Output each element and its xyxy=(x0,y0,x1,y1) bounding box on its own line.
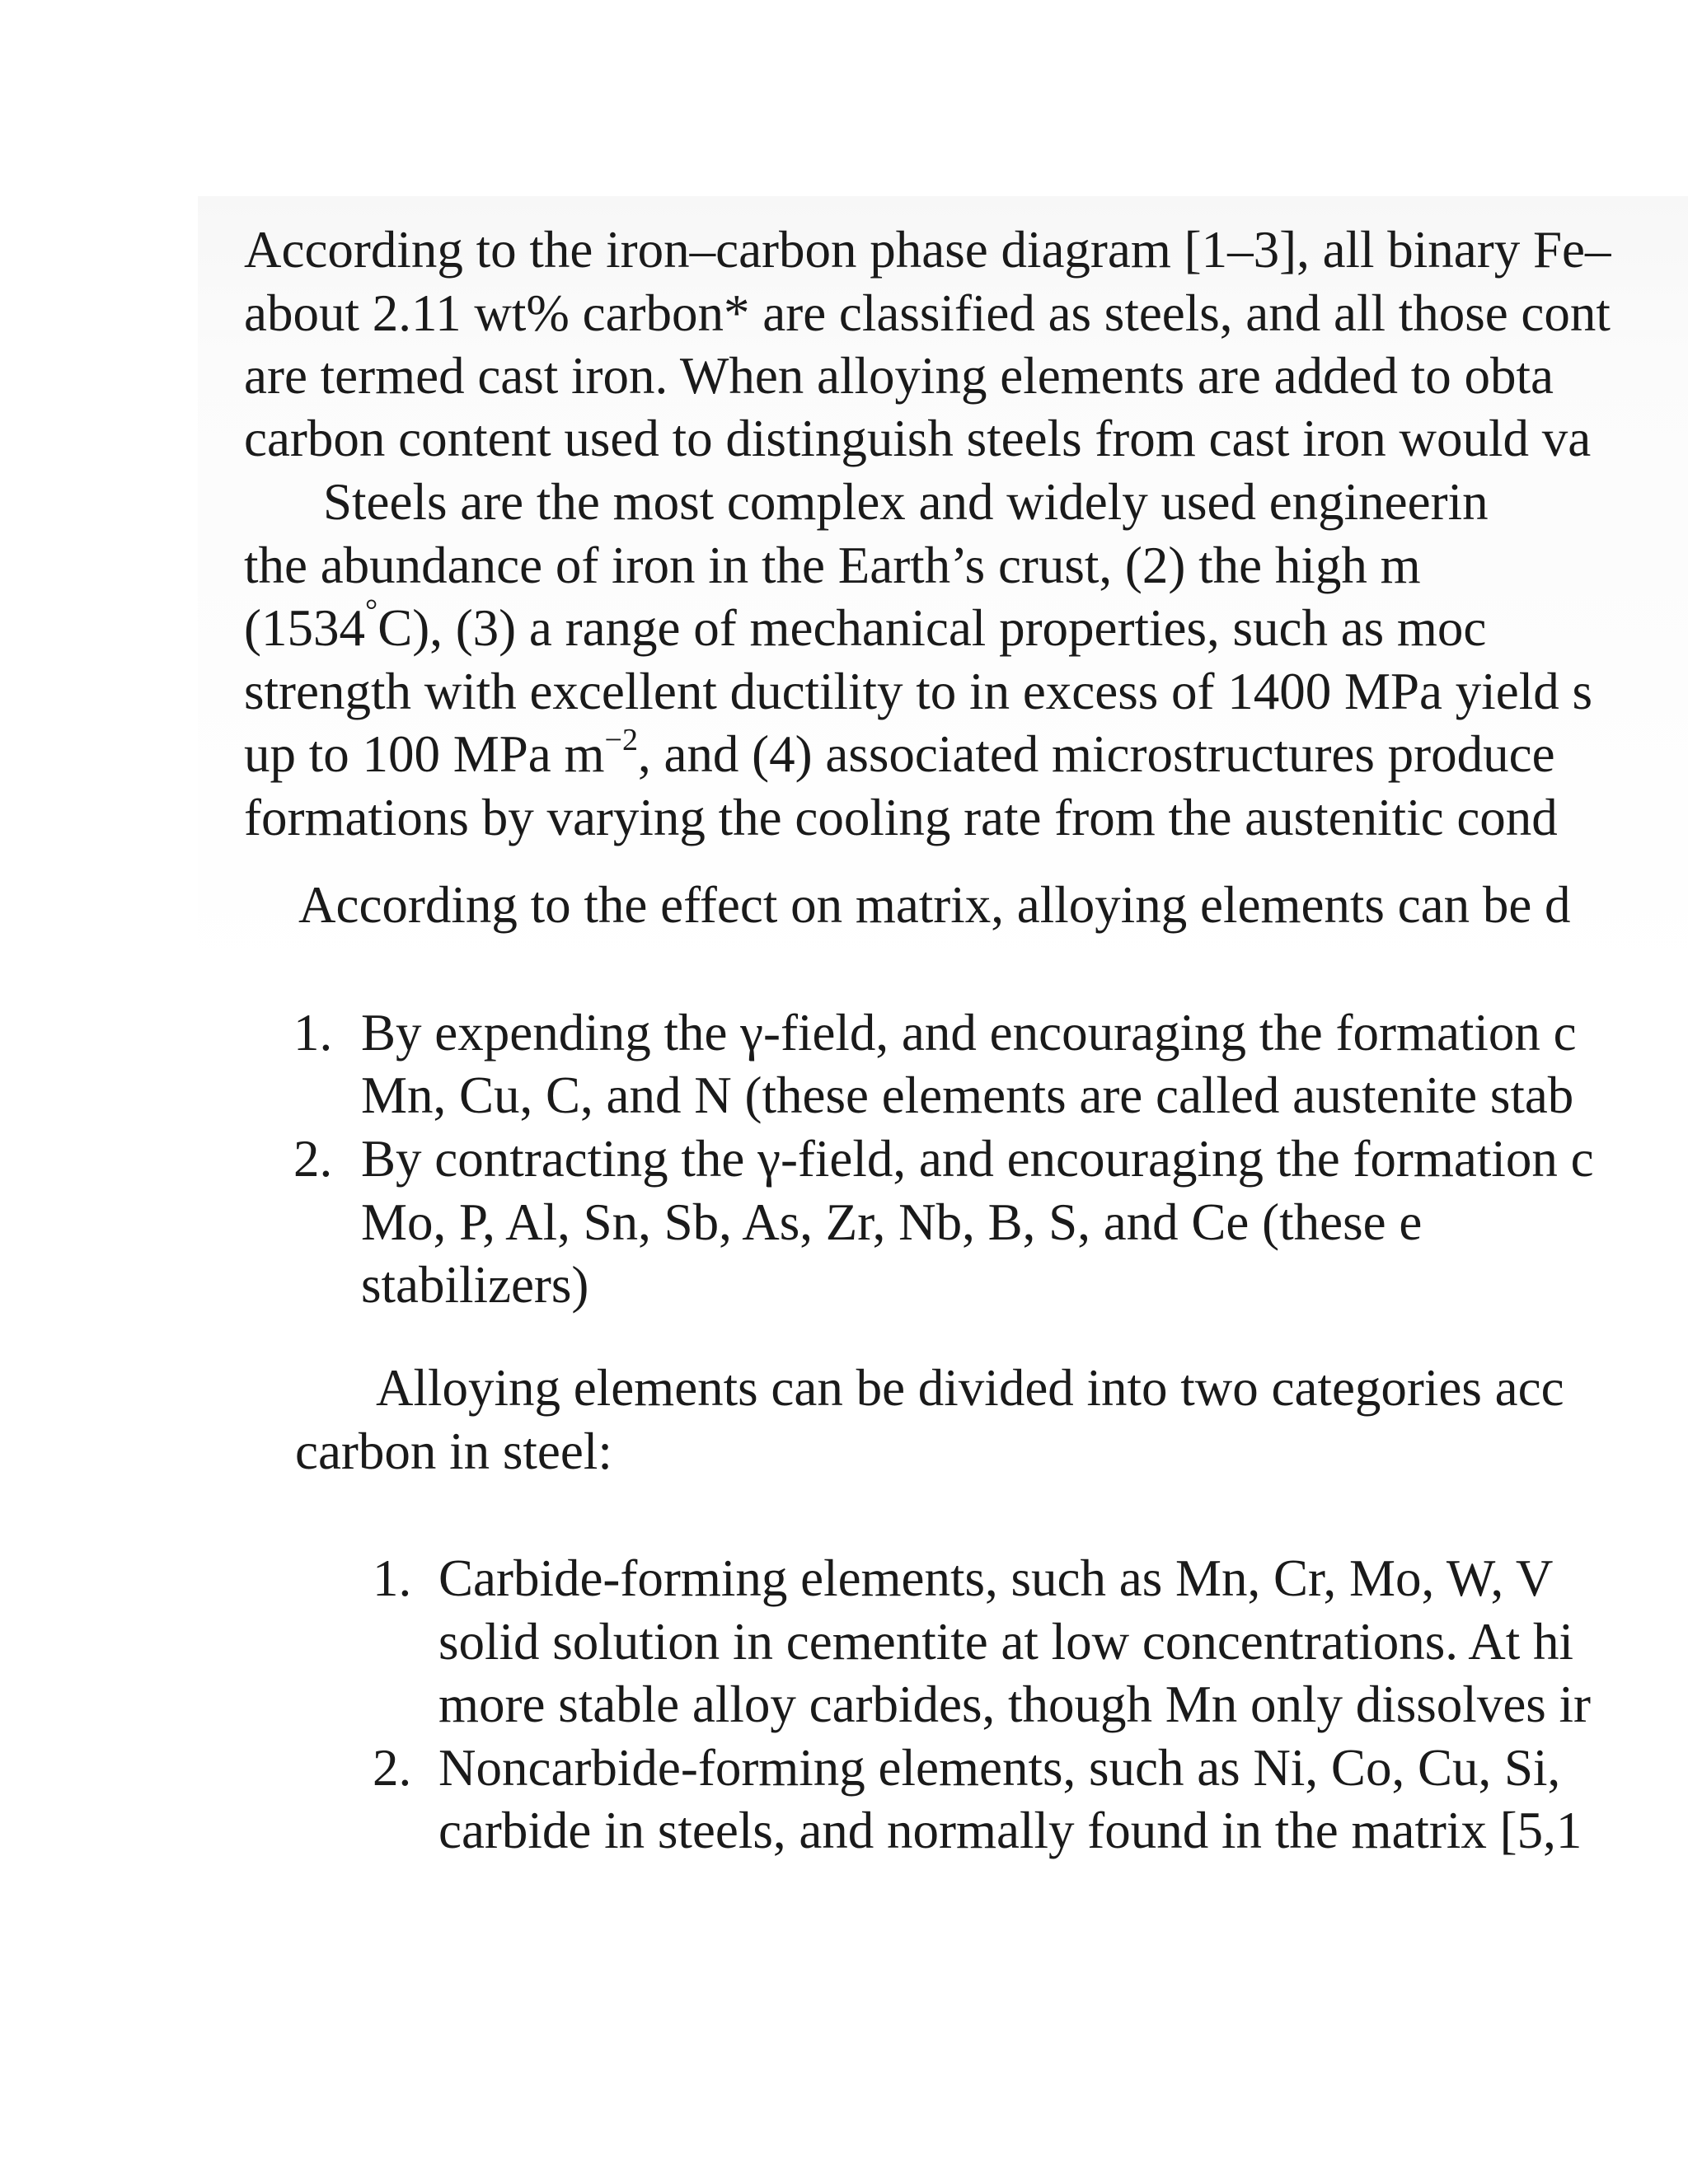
list-2-item-1-line-1: Carbide-forming elements, such as Mn, Cr, Mo, W, V xyxy=(438,1549,1554,1607)
degree-symbol: ° xyxy=(364,593,378,628)
paragraph-2-line-5 xyxy=(244,723,1555,783)
list-1-item-1-line-2: Mn, Cu, C, and N (these elements are called austenite stab xyxy=(361,1066,1574,1124)
paragraph-1-line-3: are termed cast iron. When alloying elements are added to obta xyxy=(244,347,1554,405)
paragraph-4-line-1: Alloying elements can be divided into two categories acc xyxy=(376,1359,1564,1417)
list-2-item-1-number: 1. xyxy=(373,1549,412,1607)
list-2-item-1-line-2: solid solution in cementite at low concentrations. At hi xyxy=(438,1613,1574,1671)
paragraph-1-line-4: carbon content used to distinguish steels from cast iron would va xyxy=(244,410,1592,467)
paragraph-4-line-2: carbon in steel: xyxy=(295,1422,612,1480)
paragraph-2-line-2: the abundance of iron in the Earth’s crust, (2) the high m xyxy=(244,537,1421,594)
list-1-item-2-number: 2. xyxy=(293,1130,333,1188)
list-1-item-2-line-2: Mo, P, Al, Sn, Sb, As, Zr, Nb, B, S, and Ce (these e xyxy=(361,1193,1423,1251)
paragraph-2-line-3-rest: C), (3) a range of mechanical properties, such as moc xyxy=(377,599,1487,657)
list-1-item-2-line-3: stabilizers) xyxy=(361,1256,589,1314)
toughness-unit: up to 100 MPa m xyxy=(244,725,605,783)
melting-point-value: (1534 xyxy=(244,599,365,657)
list-2-item-1-line-3: more stable alloy carbides, though Mn only dissolves ir xyxy=(438,1675,1592,1733)
list-1-item-1-line-1: By expending the γ-field, and encouraging the formation c xyxy=(361,1004,1577,1062)
paragraph-1-line-1: According to the iron–carbon phase diagram [1–3], all binary Fe– xyxy=(244,221,1611,279)
list-2-item-2-line-1: Noncarbide-forming elements, such as Ni, Co, Cu, Si, xyxy=(438,1739,1561,1797)
paragraph-3-line-1: According to the effect on matrix, alloying elements can be d xyxy=(298,876,1571,934)
paragraph-1-line-2: about 2.11 wt% carbon* are classified as steels, and all those cont xyxy=(244,284,1611,342)
list-2-item-2-line-2: carbide in steels, and normally found in the matrix [5,1 xyxy=(438,1802,1582,1859)
paragraph-2-line-3 xyxy=(244,593,1487,657)
list-2-item-2-number: 2. xyxy=(373,1739,412,1797)
paragraph-2-line-1: Steels are the most complex and widely used engineerin xyxy=(323,473,1489,531)
list-1-item-1-number: 1. xyxy=(293,1004,333,1062)
paragraph-2-line-4: strength with excellent ductility to in excess of 1400 MPa yield s xyxy=(244,663,1592,720)
paragraph-2-line-5-rest: , and (4) associated microstructures produce xyxy=(637,725,1555,783)
list-1-item-2-line-1: By contracting the γ-field, and encouraging the formation c xyxy=(361,1130,1594,1188)
paragraph-2-line-6: formations by varying the cooling rate from the austenitic cond xyxy=(244,789,1558,846)
exponent-superscript: −2 xyxy=(604,723,638,757)
